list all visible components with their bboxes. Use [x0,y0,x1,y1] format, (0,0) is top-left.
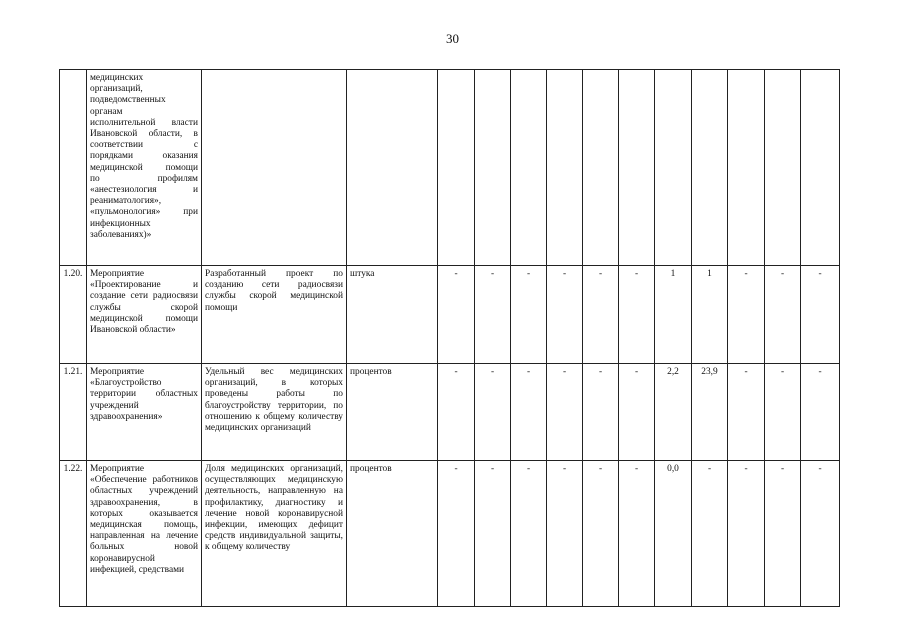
value-cell: - [801,364,840,461]
measure-name: Мероприятие «Проектирование и создание сети радиосвязи службы скорой медицинской помощи Ивановской области» [87,266,202,364]
value-cell: - [547,461,583,607]
value-cell: - [728,364,765,461]
continuation-line: реаниматология», [90,196,162,207]
continuation-line: исполнительной власти [90,117,198,128]
value-cell: - [438,461,475,607]
cell-unit [347,70,438,266]
cell-indicator [202,70,347,266]
continuation-line: «анестезиология и [90,185,198,196]
cell-value [728,70,765,266]
value-cell: - [801,266,840,364]
cell-value [692,70,728,266]
cell-num [60,70,87,266]
continuation-line: медицинской помощи [90,162,198,173]
row-number: 1.22. [60,461,87,607]
continuation-line: медицинских [90,73,144,83]
cell-value [655,70,692,266]
value-cell: - [583,266,619,364]
value-cell: 0,0 [655,461,692,607]
value-cell: - [475,266,511,364]
continuation-line: «пульмонология» при [90,207,198,218]
cell-value [583,70,619,266]
page-number: 30 [446,31,459,46]
value-cell: 1 [655,266,692,364]
unit: штука [347,266,438,364]
table-row-1-22 [60,461,840,607]
value-cell: - [765,364,801,461]
measure-name: Мероприятие «Обеспечение работников областных учреждений здравоохранения, в которых оказывается медицинская помощь, направленная на лечение больных новой коронавирусной инфекцией, средствами [87,461,202,607]
value-cell: - [619,364,655,461]
cell-value [547,70,583,266]
value-cell: - [801,461,840,607]
value-cell: 1 [692,266,728,364]
value-cell: - [583,364,619,461]
value-cell: - [511,461,547,607]
continuation-line: организаций, [90,84,143,95]
unit: процентов [347,461,438,607]
row-number: 1.21. [60,364,87,461]
value-cell: - [765,266,801,364]
value-cell: - [692,461,728,607]
cell-value [765,70,801,266]
value-cell: - [475,364,511,461]
value-cell: - [728,266,765,364]
value-cell: - [511,266,547,364]
unit: процентов [347,364,438,461]
value-cell: - [547,364,583,461]
cell-value [619,70,655,266]
cell-name [87,70,202,266]
indicator-name: Удельный вес медицинских организаций, в которых проведены работы по благоустройству территории, по отношению к общему количеству медицинских организаций [202,364,347,461]
value-cell: - [619,266,655,364]
value-cell: - [728,461,765,607]
continuation-line: порядками оказания [90,151,198,162]
continuation-line: заболеваниях)» [90,229,152,240]
value-cell: 23,9 [692,364,728,461]
continuation-name [90,73,198,241]
table-row-continuation [60,70,840,266]
measure-name: Мероприятие «Благоустройство территории областных учреждений здравоохранения» [87,364,202,461]
indicator-table [59,69,840,607]
indicator-name: Доля медицинских организаций, осуществляющих медицинскую деятельность, направленную на профилактику, диагностику и лечение новой коронавирусной инфекции, имеющих дефицит средств индивидуальной защиты, к общему количеству [202,461,347,607]
value-cell: - [583,461,619,607]
row-number: 1.20. [60,266,87,364]
continuation-line: по профилям [90,173,198,184]
value-cell: - [438,266,475,364]
value-cell: - [475,461,511,607]
continuation-line: органам [90,106,123,117]
value-cell: - [547,266,583,364]
cell-value [475,70,511,266]
indicator-name: Разработанный проект по созданию сети радиосвязи службы скорой медицинской помощи [202,266,347,364]
value-cell: - [438,364,475,461]
value-cell: - [619,461,655,607]
cell-value [801,70,840,266]
continuation-line: инфекционных [90,218,151,229]
continuation-line: Ивановской области, в [90,129,198,140]
value-cell: 2,2 [655,364,692,461]
value-cell: - [511,364,547,461]
table-row-1-20 [60,266,840,364]
continuation-line: подведомственных [90,95,166,106]
table-row-1-21 [60,364,840,461]
cell-value [511,70,547,266]
value-cell: - [765,461,801,607]
cell-value [438,70,475,266]
continuation-line: соответствии с [90,140,198,151]
